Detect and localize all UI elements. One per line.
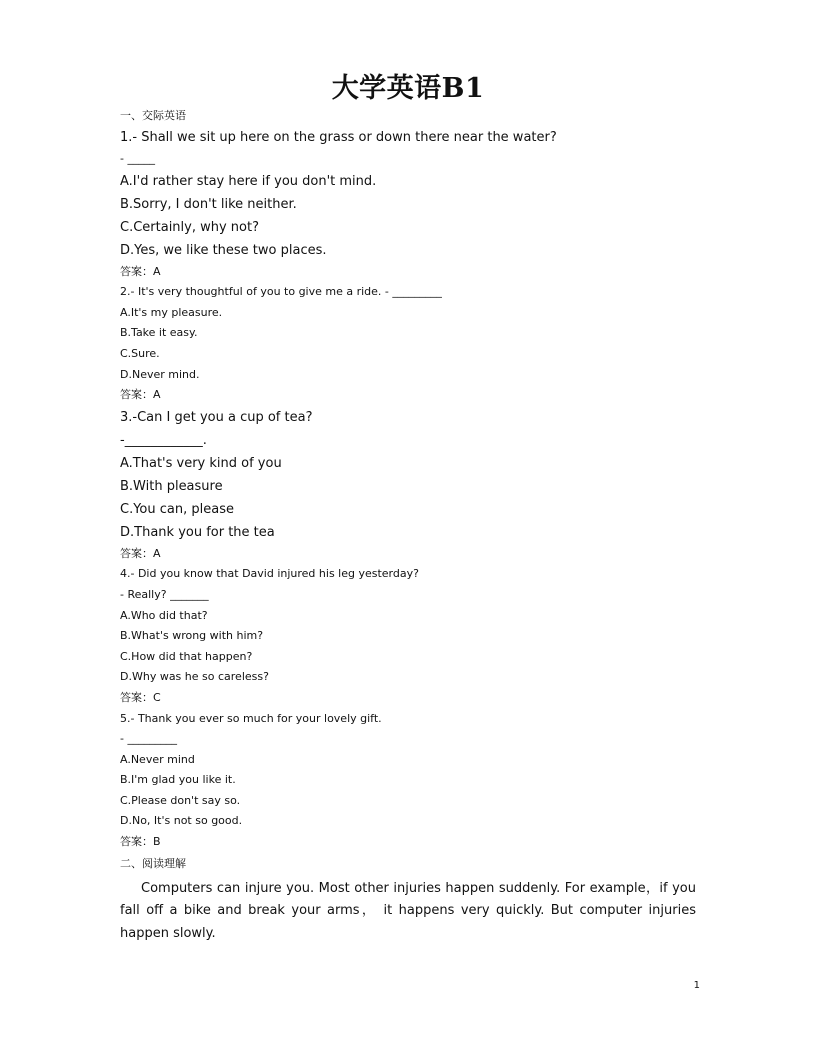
question-text: 5.- Thank you ever so much for your lovely gift. xyxy=(120,711,382,725)
option-a: A.Never mind xyxy=(120,752,195,766)
option-c: C.Please don't say so. xyxy=(120,793,241,807)
option-b: B.Sorry, I don't like neither. xyxy=(120,196,297,212)
section-heading: 二、阅读理解 xyxy=(120,856,186,870)
reading-paragraph: Computers can injure you. Most other injuries happen suddenly. For example，if you fall off a bike and break your arms， it happens very quickly. But computer injuries happen slowly. xyxy=(120,880,696,941)
question-text: 4.- Did you know that David injured his leg yesterday? xyxy=(120,567,419,581)
page-number: 1 xyxy=(693,980,700,991)
option-b: B.Take it easy. xyxy=(120,326,198,340)
document-body xyxy=(120,105,696,945)
option-a: A.That's very kind of you xyxy=(120,455,282,471)
option-c: C.You can, please xyxy=(120,501,234,517)
option-c: C.How did that happen? xyxy=(120,649,253,663)
option-a: A.Who did that? xyxy=(120,608,208,622)
answer-blank: - _____ xyxy=(120,152,155,165)
section-heading: 一、交际英语 xyxy=(120,109,186,122)
option-d: D.Thank you for the tea xyxy=(120,524,275,540)
document-title: 大学英语B1 xyxy=(331,73,485,104)
question-block xyxy=(120,406,696,565)
question-block xyxy=(120,282,696,406)
option-c: C.Certainly, why not? xyxy=(120,219,260,235)
option-d: D.Yes, we like these two places. xyxy=(120,242,327,258)
question-block xyxy=(120,564,696,708)
answer-key: 答案：A xyxy=(120,546,161,560)
question-text: 2.- It's very thoughtful of you to give me a ride. - _________ xyxy=(120,285,442,299)
option-d: D.No, It's not so good. xyxy=(120,814,243,828)
question-block xyxy=(120,126,696,282)
answer-key: 答案：A xyxy=(120,264,161,278)
question-text: 3.-Can I get you a cup of tea? xyxy=(120,409,313,425)
option-a: A.I'd rather stay here if you don't mind. xyxy=(120,173,377,189)
answer-blank: -____________. xyxy=(120,432,207,448)
question-block xyxy=(120,709,696,853)
option-b: B.With pleasure xyxy=(120,478,223,494)
option-b: B.What's wrong with him? xyxy=(120,629,264,643)
question-text: 1.- Shall we sit up here on the grass or down there near the water? xyxy=(120,130,557,145)
answer-key: 答案：C xyxy=(120,690,161,704)
answer-blank: - _________ xyxy=(120,732,177,746)
answer-key: 答案：B xyxy=(120,835,161,849)
option-a: A.It's my pleasure. xyxy=(120,305,223,319)
answer-key: 答案：A xyxy=(120,388,161,402)
option-b: B.I'm glad you like it. xyxy=(120,773,236,787)
option-d: D.Why was he so careless? xyxy=(120,670,269,684)
option-d: D.Never mind. xyxy=(120,367,200,381)
answer-blank: - Really? _______ xyxy=(120,587,209,601)
option-c: C.Sure. xyxy=(120,346,160,360)
